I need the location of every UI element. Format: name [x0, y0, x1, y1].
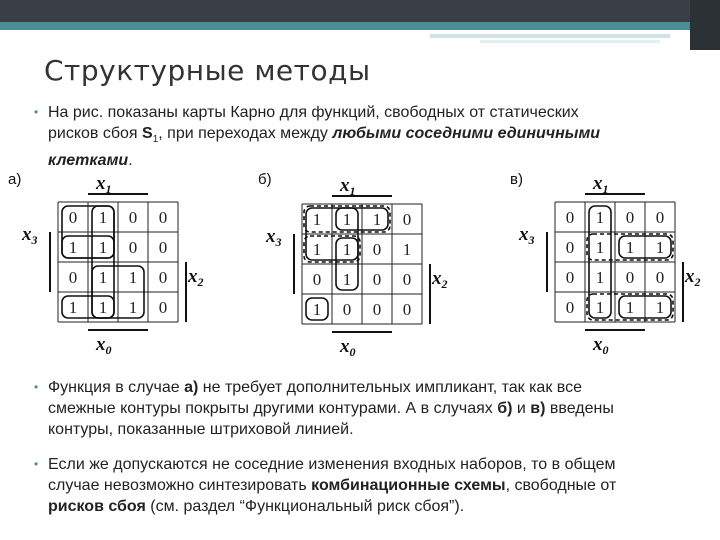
cell-value: 0 [565, 208, 575, 227]
cell-value: 0 [655, 208, 665, 227]
header-corner [690, 0, 720, 50]
cell-value: 1 [595, 298, 605, 317]
bullet-icon: • [34, 105, 39, 119]
cell-value: 0 [402, 300, 412, 319]
header-bar [0, 0, 720, 22]
cell-value: 0 [625, 208, 635, 227]
x0-label: $x_0$ [96, 334, 112, 357]
header-accent-line [430, 34, 670, 38]
cell-value: 1 [68, 238, 78, 257]
x0-label: $x_0$ [593, 334, 609, 357]
cell-value: 0 [565, 268, 575, 287]
text: Если же допускаются не соседние изменения входных наборов, то в общем [48, 456, 616, 473]
text: Функция в случае [48, 379, 185, 396]
text: введены [545, 400, 614, 417]
text: рисков сбоя [48, 125, 143, 142]
text: смежные контуры покрыты другими контурами. А в случаях [48, 400, 498, 417]
text: любыми соседними единичными [332, 125, 601, 142]
cell-value: 1 [312, 300, 322, 319]
cell-value: 0 [158, 268, 168, 287]
cell-value: 0 [565, 298, 575, 317]
text: , при переходах между [158, 125, 333, 142]
cell-value: 1 [128, 268, 138, 287]
cell-value: 0 [372, 300, 382, 319]
cell-value: 0 [342, 300, 352, 319]
figure-label: б) [258, 171, 272, 188]
cell-value: 1 [312, 240, 322, 259]
karnaugh-maps-figure [0, 170, 720, 370]
cell-value: 0 [158, 298, 168, 317]
header-stripe [0, 22, 720, 30]
text: комбинационные схемы [311, 477, 506, 494]
text: контуры, показанные штриховой линией. [48, 421, 354, 438]
cell-value: 1 [402, 240, 412, 259]
bullet-case-a [34, 377, 708, 440]
cell-value: 0 [158, 208, 168, 227]
cell-value: 0 [402, 210, 412, 229]
text: б) [497, 400, 513, 417]
text: . [128, 152, 133, 170]
x3-label: $x_3$ [266, 226, 282, 249]
text: клетками [48, 152, 129, 170]
cell-value: 0 [128, 208, 138, 227]
text: а) [184, 379, 199, 396]
bullet-icon: • [34, 380, 39, 394]
text: не требует дополнительных импликант, так как все [198, 379, 582, 396]
x1-label: $x_1$ [593, 173, 609, 196]
cell-value: 0 [372, 240, 382, 259]
cell-value: 0 [128, 238, 138, 257]
cell-value: 0 [158, 238, 168, 257]
text: S [142, 125, 153, 142]
cell-value: 0 [565, 238, 575, 257]
text: 1 [152, 134, 159, 146]
bullet-nonadjacent [34, 454, 708, 517]
cell-value: 1 [128, 298, 138, 317]
figure-label: в) [510, 171, 523, 188]
cell-value: 1 [595, 208, 605, 227]
x2-label: $x_2$ [188, 266, 204, 289]
cell-value: 1 [342, 270, 352, 289]
text: рисков сбоя [48, 498, 146, 515]
cell-value: 1 [655, 298, 665, 317]
figure-label: а) [8, 171, 22, 188]
cell-value: 0 [312, 270, 322, 289]
x1-label: $x_1$ [340, 175, 356, 198]
cell-value: 1 [98, 238, 108, 257]
text: , свободные от [505, 477, 617, 494]
header-accent-line-2 [480, 40, 660, 43]
page-title: Структурные методы [44, 54, 371, 87]
text: в) [530, 400, 546, 417]
cell-value: 0 [625, 268, 635, 287]
x2-label: $x_2$ [685, 266, 701, 289]
cell-value: 1 [98, 268, 108, 287]
cell-value: 1 [342, 240, 352, 259]
cell-value: 1 [595, 268, 605, 287]
cell-value: 1 [68, 298, 78, 317]
cell-value: 1 [342, 210, 352, 229]
x3-label: $x_3$ [519, 224, 535, 247]
bullet-intro [34, 102, 708, 171]
cell-value: 1 [655, 238, 665, 257]
x1-label: $x_1$ [96, 173, 112, 196]
text: На рис. показаны карты Карно для функций, свободных от статических [48, 104, 579, 121]
x3-label: $x_3$ [22, 224, 38, 247]
cell-value: 0 [372, 270, 382, 289]
cell-value: 0 [68, 268, 78, 287]
cell-value: 0 [655, 268, 665, 287]
cell-value: 1 [98, 208, 108, 227]
cell-value: 1 [595, 238, 605, 257]
text: (см. раздел “Функциональный риск сбоя”). [145, 498, 465, 515]
cell-value: 0 [402, 270, 412, 289]
cell-value: 0 [68, 208, 78, 227]
x0-label: $x_0$ [340, 336, 356, 359]
cell-value: 1 [312, 210, 322, 229]
bullet-icon: • [34, 457, 39, 471]
text: и [512, 400, 531, 417]
cell-value: 1 [625, 298, 635, 317]
cell-value: 1 [98, 298, 108, 317]
cell-value: 1 [625, 238, 635, 257]
cell-value: 1 [372, 210, 382, 229]
text: случае невозможно синтезировать [48, 477, 312, 494]
x2-label: $x_2$ [432, 268, 448, 291]
